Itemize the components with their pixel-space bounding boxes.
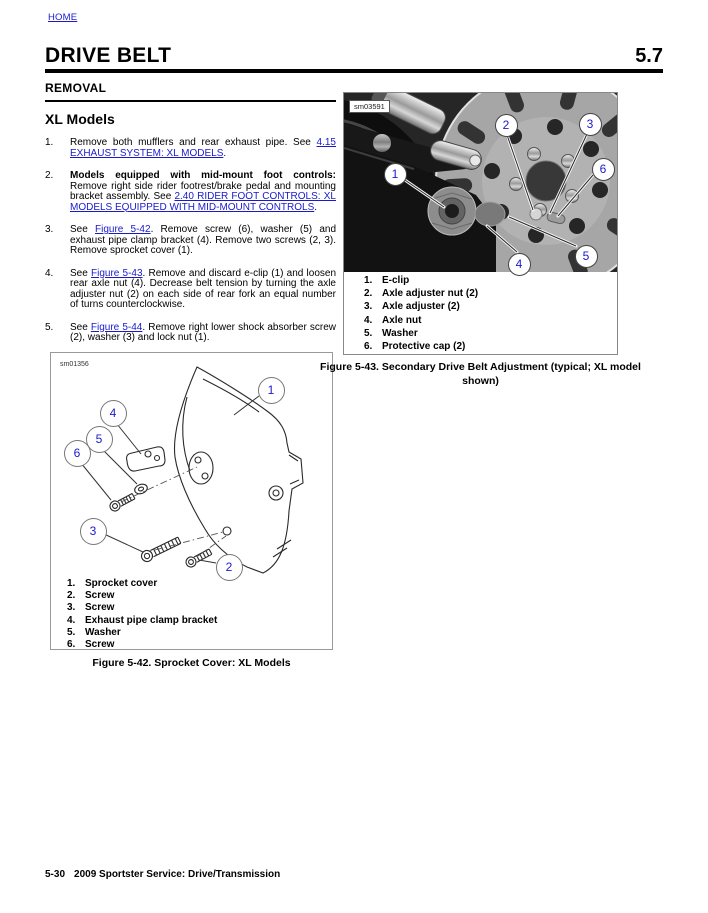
figure-5-43-legend [344,274,617,353]
legend-label: Washer [85,626,121,638]
left-column [45,81,336,356]
center-lines [121,467,226,556]
image-code-label: sm03591 [349,100,390,113]
figure-5-42-box [50,352,333,650]
screw-6-drawing [108,492,136,513]
removal-heading: REMOVAL [45,81,336,102]
legend-number: 4. [67,614,76,626]
legend-number: 2. [67,590,76,602]
legend-number: 4. [364,314,373,326]
callout-5[interactable]: 5 [575,245,598,268]
legend-label: Axle adjuster (2) [382,301,460,313]
legend-row [344,340,617,353]
legend-row [51,627,332,639]
callout-3[interactable]: 3 [579,113,602,136]
legend-row [344,327,617,340]
page-header [45,44,663,68]
legend-row [51,602,332,614]
callout-1[interactable]: 1 [384,163,407,186]
figure-5-43-box [343,92,618,355]
page-title: DRIVE BELT [45,44,172,67]
step-number: 2. [45,170,54,181]
legend-number: 3. [364,301,373,313]
legend-number: 1. [364,275,373,286]
legend-row [344,274,617,287]
clamp-bracket-drawing [127,447,165,471]
step-number: 3. [45,224,54,235]
step-item [45,269,336,311]
cross-reference-link[interactable]: 2.40 RIDER FOOT CONTROLS: XL MODELS EQUIPPED WITH MID-MOUNT CONTROLS [70,191,336,213]
step-item [45,138,336,159]
step-number: 1. [45,137,54,148]
legend-number: 6. [364,341,373,353]
legend-row [51,590,332,602]
step-text [70,225,336,257]
step-text-segment: . Remove and discard e-clip (1) and loosen rear axle nut (4). Decrease belt tension by turning the axle adjuster nut (2) on each side of rear fork an equal number of turns counterclockwise. [70,267,337,310]
step-text-segment: See [70,224,95,235]
footer-page-number: 5-30 [45,869,66,880]
legend-label: Washer [382,327,418,339]
step-text [70,323,336,344]
legend-row [344,314,617,327]
legend-row [344,287,617,300]
belt-adjustment-photo [344,93,617,272]
callout-2[interactable]: 2 [495,114,518,137]
footer-title: 2009 Sportster Service: Drive/Transmission [74,869,281,880]
legend-number: 1. [67,578,76,589]
legend-number: 6. [67,639,76,651]
step-text-segment: Remove right side rider footrest/brake pedal and mounting bracket assembly. See [70,180,336,202]
legend-label: Screw [85,602,115,614]
step-bold-lead: Models equipped with mid-mount foot controls: [70,170,336,181]
legend-row [344,300,617,313]
washer-drawing [133,483,148,496]
xl-models-heading: XL Models [45,111,115,127]
step-text [70,171,336,213]
step-text-segment: See [70,267,91,279]
legend-label: E-clip [382,275,410,286]
step-item [45,225,336,257]
legend-label: Axle nut [382,314,422,326]
callout-2[interactable]: 2 [216,554,243,581]
image-code-label: sm01356 [60,361,89,368]
callout-6[interactable]: 6 [64,440,91,467]
step-text-segment: . Remove right lower shock absorber screw (2), washer (3) and lock nut (1). [70,321,336,343]
cross-reference-link[interactable]: Figure 5-44 [90,321,143,333]
step-text [70,269,336,311]
home-link[interactable]: HOME [48,12,78,23]
step-number: 4. [45,267,54,279]
callout-5[interactable]: 5 [86,426,113,453]
step-item [45,323,336,344]
legend-label: Screw [85,639,115,651]
legend-number: 2. [364,288,373,300]
legend-label: Protective cap (2) [382,341,466,353]
step-text-segment: . [314,201,318,213]
screw-2-drawing [184,547,213,569]
legend-label: Exhaust pipe clamp bracket [85,614,218,626]
legend-number: 3. [67,602,76,614]
cross-reference-link[interactable]: 4.15 EXHAUST SYSTEM: XL MODELS [70,137,336,159]
photo-artwork [344,93,617,272]
callout-4[interactable]: 4 [100,400,127,427]
screw-3-drawing [140,535,182,563]
callout-6[interactable]: 6 [592,158,615,181]
cross-reference-link[interactable]: Figure 5-42 [95,224,151,235]
legend-label: Screw [85,590,115,602]
page-footer [45,869,280,880]
legend-row [51,578,332,590]
legend-label: Sprocket cover [85,578,158,589]
figure-5-42-legend [51,578,332,651]
legend-number: 5. [364,327,373,339]
header-rule [45,69,663,73]
step-text-segment: . Remove screw (6), washer (5) and exhaust pipe clamp bracket (4). Remove two screws (2, 3). Remove sprocket cover (1). [70,224,336,256]
step-item [45,171,336,213]
step-text-segment: Remove both mufflers and rear exhaust pipe. See [70,137,317,148]
step-text-segment: . [223,147,227,159]
cross-reference-link[interactable]: Figure 5-43 [90,267,143,279]
callout-4[interactable]: 4 [508,253,531,276]
step-text-segment: See [70,321,91,333]
step-list [45,138,336,344]
step-text [70,138,336,159]
step-number: 5. [45,321,54,333]
legend-label: Axle adjuster nut (2) [382,288,479,300]
figure-5-42-caption: Figure 5-42. Sprocket Cover: XL Models [92,657,291,669]
callout-3[interactable]: 3 [80,518,107,545]
section-number: 5.7 [635,45,663,67]
legend-row [51,615,332,627]
figure-5-43-caption: Figure 5-43. Secondary Drive Belt Adjustment (typical; XL model shown) [320,361,641,387]
legend-row [51,639,332,651]
callout-1[interactable]: 1 [258,377,285,404]
legend-number: 5. [67,626,76,638]
